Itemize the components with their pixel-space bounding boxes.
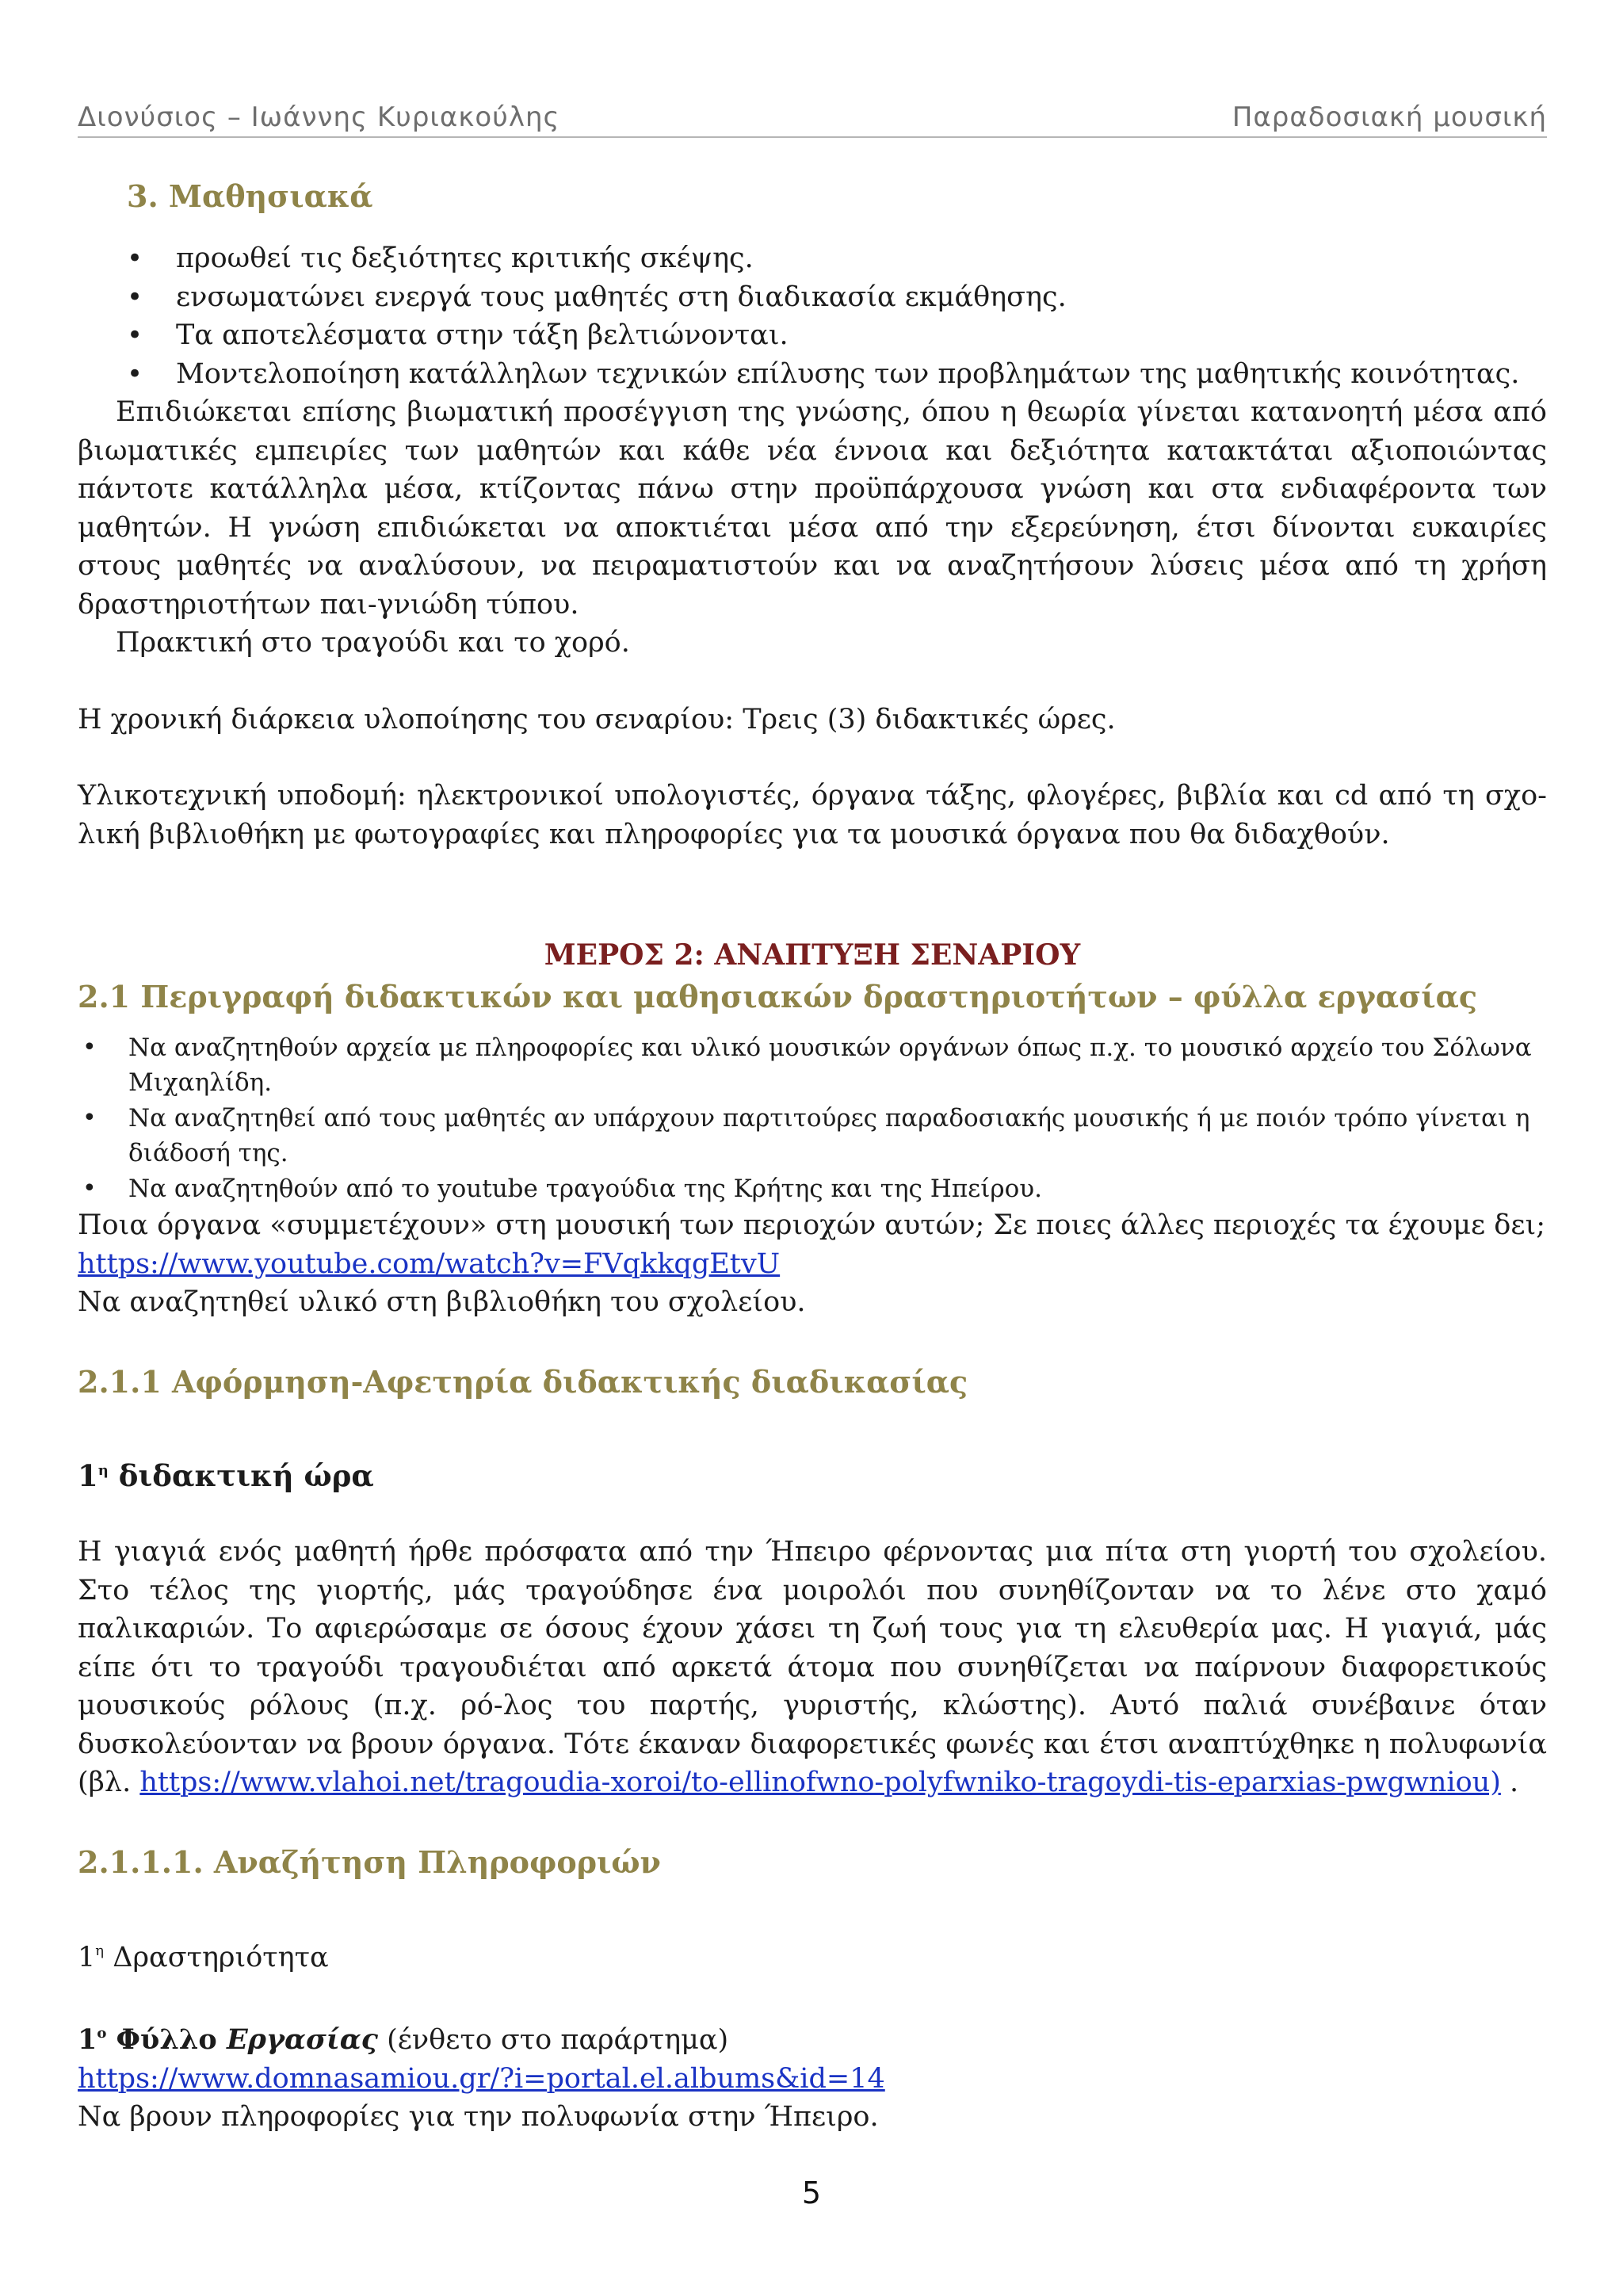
polyphony-info-paragraph: Να βρουν πληροφορίες για την πολυφωνία στην Ήπειρο. [78, 2101, 879, 2133]
list-item: • ενσωματώνει ενεργά τους μαθητές στη διαδικασία εκμάθησης. [78, 278, 1547, 317]
header-subject: Παραδοσιακή μουσική [1232, 101, 1547, 133]
page-number: 5 [801, 2176, 822, 2210]
section-2-1-1-1-heading: 2.1.1.1. Αναζήτηση Πληροφοριών [78, 1843, 661, 1880]
list-item: • Τα αποτελέσματα στην τάξη βελτιώνονται. [78, 316, 1547, 355]
activity-bullets [78, 1030, 1547, 1207]
learning-bullets [78, 239, 1547, 393]
page-header [78, 101, 1547, 138]
domnasamiou-link[interactable]: https://www.domnasamiou.gr/?i=portal.el.albums&id=14 [78, 2062, 885, 2095]
experiential-paragraph: Επιδιώκεται επίσης βιωματική προσέγγιση της γνώσης, όπου η θεωρία γίνεται κατανοητή μέσα από βιωματικές εμπειρίες των μαθητών και κάθε νέα έννοια και δεξιότητα κατακτάται αξιοποιώντας πάντοτε κατάλληλα μέσα, κτίζοντας πάνω στην προϋπάρχουσα γνώση και στα ενδιαφέροντα των μαθητών. Η γνώση επιδιώκεται να αποκτιέται μέσα από την εξερεύνηση, έτσι δίνονται ευκαιρίες στους μαθητές να αναλύσουν, να πειραματιστούν και να αναζητήσουν λύσεις μέσα από τη χρήση δραστηριοτήτων παι-γνιώδη τύπου. [78, 396, 1547, 621]
first-teaching-hour-heading: $1^\eta$ διδακτική ώρα [78, 1457, 374, 1493]
first-activity-label: $1^\eta$ Δραστηριότητα [78, 1941, 329, 1973]
infrastructure-paragraph: Υλικοτεχνική υποδομή: ηλεκτρονικοί υπολογιστές, όργανα τάξης, φλογέρες, βιβλία και cd από τη σχο-λική βιβλιοθήκη με φωτογραφίες και πληροφορίες για τα μουσικά όργανα που θα διδαχθούν. [78, 780, 1547, 850]
grandmother-story-paragraph: Η γιαγιά ενός μαθητή ήρθε πρόσφατα από την Ήπειρο φέρνοντας μια πίτα στη γιορτή του σχολείου. Στο τέλος της γιορτής, μάς τραγούδησε ένα μοιρολόι που συνηθίζονταν να το λένε στο χαμό παλικαριών. Το αφιερώσαμε σε όσους έχουν χάσει τη ζωή τους για τη ελευθερία μας. Η γιαγιά, μάς είπε ότι το τραγούδι τραγουδιέται από αρκετά άτομα που συνηθίζεται να παίρνουν διαφορετικούς μουσικούς ρόλους (π.χ. ρό-λος του παρτής, γυριστής, κλώστης). Αυτό παλιά συνέβαινε όταν δυσκολεύονταν να βρουν όργανα. Τότε έκαναν διαφορετικές φωνές και έτσι αναπτύχθηκε η πολυφωνία (βλ. https://www.vlahoi.net/tragoudia-xoroi/to-ellinofwno-polyfwniko-tragoydi-tis-eparxias-pwgwniou) . [78, 1536, 1547, 1798]
list-item: • προωθεί τις δεξιότητες κριτικής σκέψης. [78, 239, 1547, 278]
section-2-1-1-heading: 2.1.1 Αφόρμηση-Αφετηρία διδακτικής διαδικασίας [78, 1363, 968, 1400]
section-3-heading: 3. Μαθησιακά [127, 178, 373, 214]
list-item: • Να αναζητηθούν αρχεία με πληροφορίες και υλικό μουσικών οργάνων όπως π.χ. το μουσικό αρχείο του Σόλωνα Μιχαηλίδη. [78, 1030, 1547, 1101]
list-item: • Μοντελοποίηση κατάλληλων τεχνικών επίλυσης των προβλημάτων της μαθητικής κοινότητας. [78, 355, 1547, 394]
section-2-1-heading: 2.1 Περιγραφή διδακτικών και μαθησιακών δραστηριοτήτων – φύλλα εργασίας [78, 978, 1477, 1014]
list-item: • Να αναζητηθούν από το youtube τραγούδια της Κρήτης και της Ηπείρου. [78, 1171, 1547, 1207]
library-paragraph: Να αναζητηθεί υλικό στη βιβλιοθήκη του σχολείου. [78, 1286, 806, 1318]
header-author: Διονύσιος – Ιωάννης Κυριακούλης [78, 101, 560, 133]
vlahoi-link[interactable]: https://www.vlahoi.net/tragoudia-xoroi/to-ellinofwno-polyfwniko-tragoydi-tis-eparxias-pwgwniou) [139, 1767, 1501, 1798]
duration-paragraph: Η χρονική διάρκεια υλοποίησης του σεναρίου: Τρεις (3) διδακτικές ώρες. [78, 703, 1116, 735]
worksheet-1-line: $1^o$ Φύλλο Εργασίας (ένθετο στο παράρτημα) [78, 2023, 729, 2056]
practice-paragraph: Πρακτική στο τραγούδι και το χορό. [116, 627, 630, 659]
instruments-question: Ποια όργανα «συμμετέχουν» στη μουσική των περιοχών αυτών; Σε ποιες άλλες περιοχές τα έχουμε δει; [78, 1209, 1546, 1241]
page-content [78, 173, 1547, 2137]
youtube-link[interactable]: https://www.youtube.com/watch?v=FVqkkqgEtvU [78, 1247, 781, 1280]
part-2-title: ΜΕΡΟΣ 2: ΑΝΑΠΤΥΞΗ ΣΕΝΑΡΙΟΥ [544, 938, 1081, 972]
list-item: • Να αναζητηθεί από τους μαθητές αν υπάρχουν παρτιτούρες παραδοσιακής μουσικής ή με ποιόν τρόπο γίνεται η διάδοσή της. [78, 1101, 1547, 1171]
